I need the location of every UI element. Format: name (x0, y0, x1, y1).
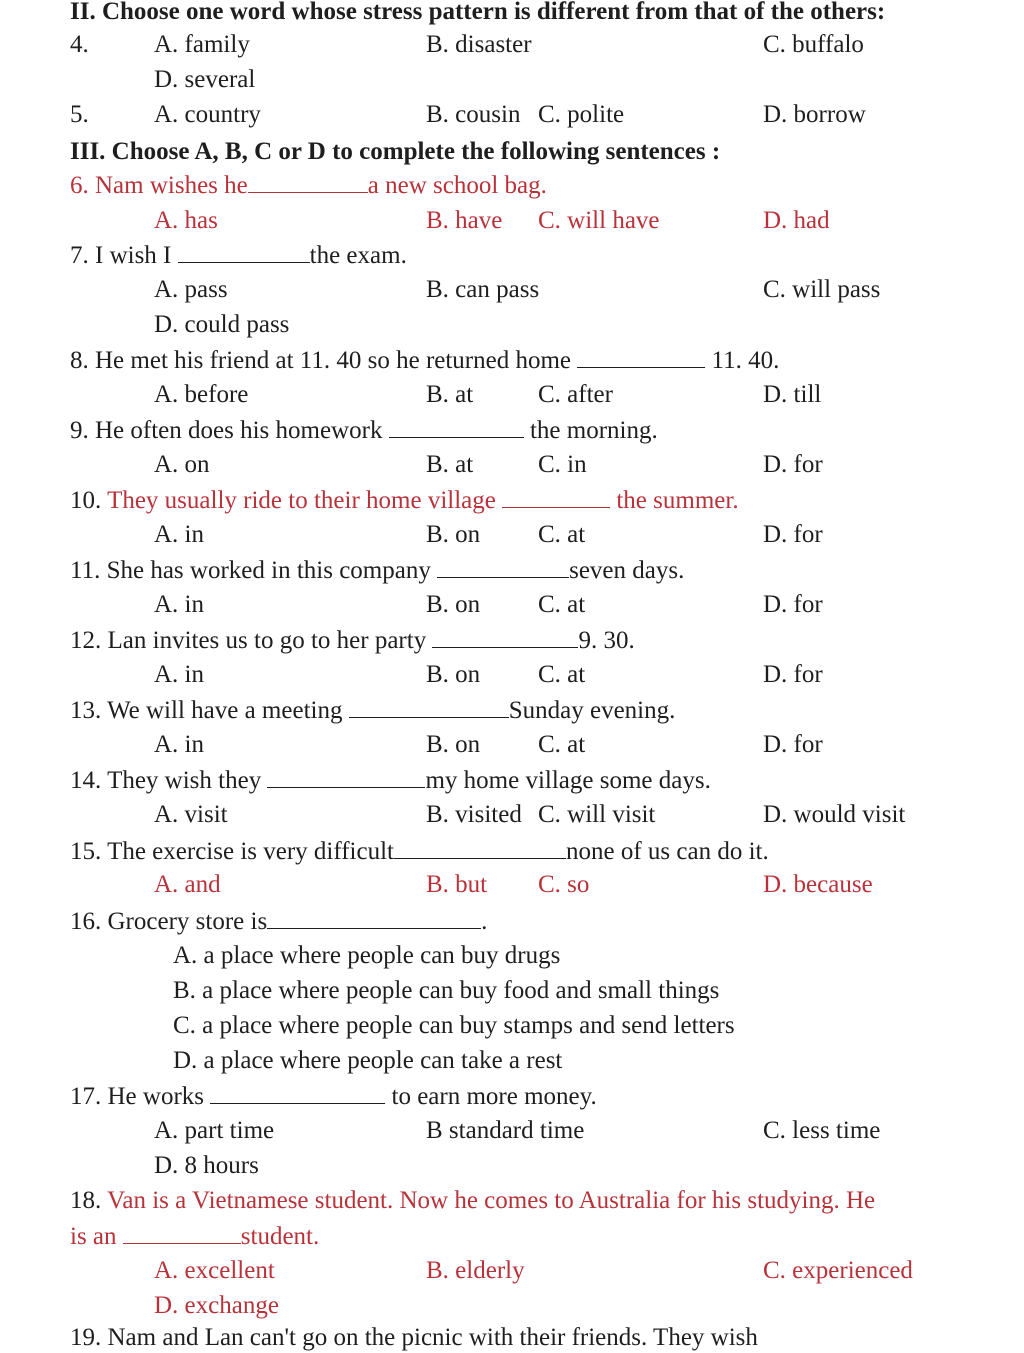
question-stem (70, 906, 487, 936)
question-number: 15. (70, 838, 102, 865)
option-a: A. visit (154, 801, 228, 828)
stem-after: 11. 40. (711, 347, 780, 374)
question-stem-line-1 (70, 1186, 875, 1216)
question-stem (70, 695, 675, 725)
stem-after: a new school bag. (367, 172, 547, 199)
question-stem (70, 240, 407, 270)
option-a: A. country (154, 101, 261, 128)
option-b: B. on (426, 521, 481, 548)
option-a: A. in (154, 731, 204, 758)
stem-after: student. (240, 1223, 320, 1250)
stem-before: He met his friend at 11. 40 so he returned home (95, 347, 572, 374)
option-b: B. but (426, 871, 488, 898)
stem-before: We will have a meeting (107, 697, 343, 724)
option-a: A. family (154, 31, 250, 58)
option-b: B. have (426, 207, 503, 234)
question-stem (70, 625, 635, 655)
option-c: C. polite (538, 101, 625, 128)
option-b: B standard time (426, 1117, 585, 1144)
option-a: A. in (154, 521, 204, 548)
stem-before: He works (107, 1083, 205, 1110)
answer-blank[interactable] (389, 415, 524, 438)
question-number: 9. (70, 417, 89, 444)
option-b: B. a place where people can buy food and small things (173, 977, 720, 1004)
answer-blank[interactable] (267, 906, 481, 929)
option-b: B. on (426, 731, 481, 758)
option-c: C. experienced (763, 1257, 913, 1284)
option-a: A. before (154, 381, 249, 408)
stem-before: I wish I (95, 242, 172, 269)
stem-after: the exam. (309, 242, 407, 269)
stem-before: She has worked in this company (106, 557, 431, 584)
option-c: C. will have (538, 207, 660, 234)
option-b: B. visited (426, 801, 522, 828)
question-number: 5. (70, 101, 89, 128)
question-stem (70, 1081, 597, 1111)
option-c: C. at (538, 661, 586, 688)
answer-blank[interactable] (178, 240, 310, 263)
option-c: C. buffalo (763, 31, 864, 58)
answer-blank[interactable] (248, 170, 368, 193)
stem-after: none of us can do it. (566, 838, 769, 865)
option-d: D. had (763, 207, 830, 234)
answer-blank[interactable] (267, 765, 425, 788)
option-a: A. excellent (154, 1257, 275, 1284)
question-stem (70, 415, 658, 445)
question-number: 12. (70, 627, 102, 654)
question-number: 8. (70, 347, 89, 374)
option-a: A. pass (154, 276, 228, 303)
option-c: C. at (538, 521, 586, 548)
option-c: C. after (538, 381, 613, 408)
question-stem (70, 765, 711, 795)
option-b: B. disaster (426, 31, 532, 58)
stem-after: to earn more money. (391, 1083, 597, 1110)
question-number: 14. (70, 767, 102, 794)
answer-blank[interactable] (394, 836, 566, 859)
answer-blank[interactable] (502, 485, 610, 508)
option-c: C. less time (763, 1117, 881, 1144)
option-d: D. exchange (154, 1292, 279, 1319)
question-stem (70, 1323, 758, 1353)
option-a: A. part time (154, 1117, 275, 1144)
option-b: B. cousin (426, 101, 521, 128)
stem-before: The exercise is very difficult (107, 838, 394, 865)
question-stem (70, 345, 779, 375)
option-d: D. could pass (154, 311, 290, 338)
question-number: 10. (70, 487, 102, 514)
option-a: A. a place where people can buy drugs (173, 942, 561, 969)
stem-before: Grocery store is (107, 908, 268, 935)
section-2-heading: II. Choose one word whose stress pattern is different from that of the others: (70, 0, 886, 25)
option-d: D. till (763, 381, 822, 408)
option-b: B. at (426, 451, 474, 478)
stem-before: They usually ride to their home village (107, 487, 496, 514)
question-number: 18. (70, 1187, 102, 1214)
option-d: D. a place where people can take a rest (173, 1047, 563, 1074)
section-3-heading: III. Choose A, B, C or D to complete the following sentences : (70, 138, 721, 165)
option-a: A. has (154, 207, 218, 234)
option-a: A. and (154, 871, 221, 898)
option-c: C. a place where people can buy stamps and send letters (173, 1012, 735, 1039)
stem-before: They wish they (107, 767, 262, 794)
stem-before: Nam wishes he (95, 172, 248, 199)
question-stem-line-2 (70, 1221, 319, 1251)
option-d: D. several (154, 66, 256, 93)
option-d: D. borrow (763, 101, 866, 128)
stem-after: my home village some days. (425, 767, 711, 794)
stem-before: Lan invites us to go to her party (107, 627, 427, 654)
option-d: D. for (763, 521, 823, 548)
question-number: 4. (70, 31, 89, 58)
question-number: 6. (70, 172, 89, 199)
question-stem (70, 555, 684, 585)
answer-blank[interactable] (432, 625, 578, 648)
stem-before: He often does his homework (95, 417, 383, 444)
stem-after: the morning. (529, 417, 658, 444)
option-c: C. so (538, 871, 590, 898)
option-d: D. because (763, 871, 873, 898)
option-b: B. on (426, 661, 481, 688)
option-d: D. for (763, 591, 823, 618)
option-b: B. on (426, 591, 481, 618)
question-number: 13. (70, 697, 102, 724)
option-d: D. for (763, 451, 823, 478)
answer-blank[interactable] (349, 695, 509, 718)
stem-after: . (481, 908, 488, 935)
stem-line-1: Van is a Vietnamese student. Now he comes to Australia for his studying. He (107, 1187, 876, 1214)
question-number: 11. (70, 557, 101, 584)
answer-blank[interactable] (210, 1081, 385, 1104)
question-stem (70, 836, 769, 866)
question-stem (70, 485, 739, 515)
option-c: C. at (538, 731, 586, 758)
question-number: 7. (70, 242, 89, 269)
question-stem (70, 170, 547, 200)
option-d: D. for (763, 731, 823, 758)
stem-before: is an (70, 1223, 117, 1250)
option-c: C. at (538, 591, 586, 618)
question-number: 19. (70, 1324, 102, 1351)
stem-text: Nam and Lan can't go on the picnic with their friends. They wish (107, 1324, 758, 1351)
option-c: C. will pass (763, 276, 881, 303)
question-number: 16. (70, 908, 102, 935)
option-b: B. elderly (426, 1257, 525, 1284)
question-number: 17. (70, 1083, 102, 1110)
option-d: D. for (763, 661, 823, 688)
option-a: A. in (154, 661, 204, 688)
answer-blank[interactable] (577, 345, 705, 368)
answer-blank[interactable] (437, 555, 569, 578)
option-d: D. would visit (763, 801, 906, 828)
option-d: D. 8 hours (154, 1152, 259, 1179)
option-a: A. in (154, 591, 204, 618)
stem-after: 9. 30. (578, 627, 635, 654)
stem-after: the summer. (616, 487, 739, 514)
answer-blank[interactable] (123, 1221, 241, 1244)
stem-after: seven days. (569, 557, 685, 584)
option-a: A. on (154, 451, 210, 478)
option-b: B. can pass (426, 276, 540, 303)
option-b: B. at (426, 381, 474, 408)
option-c: C. will visit (538, 801, 656, 828)
stem-after: Sunday evening. (508, 697, 676, 724)
option-c: C. in (538, 451, 587, 478)
